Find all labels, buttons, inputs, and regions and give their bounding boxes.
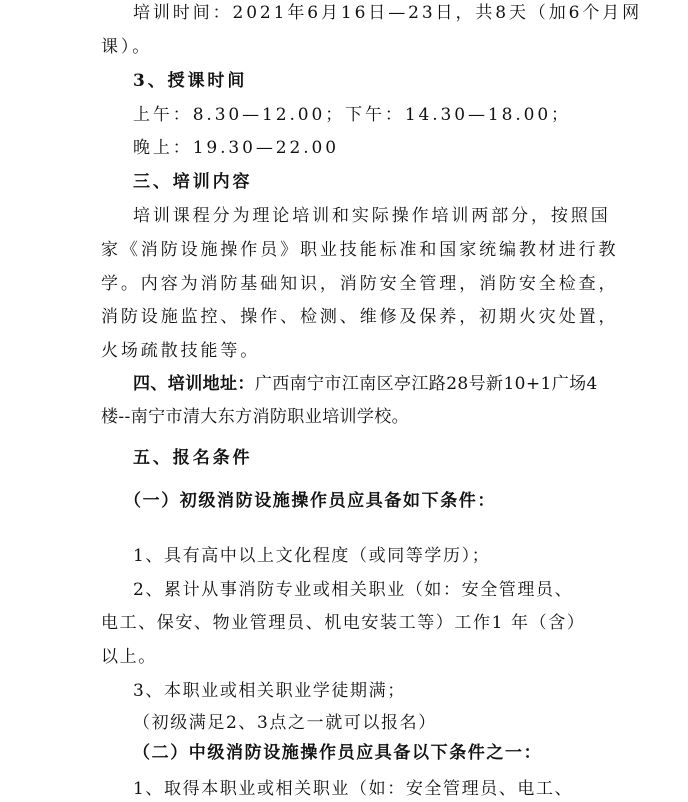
intermediate-item-1: 1、取得本职业或相关职业（如：安全管理员、电工、 [133, 779, 574, 799]
requirement-note: （初级满足2、3点之一就可以报名） [133, 713, 437, 733]
subheading-junior: （一）初级消防设施操作员应具备如下条件： [124, 491, 496, 511]
address-line-1 [133, 373, 598, 395]
content-paragraph-line-1: 培训课程分为理论培训和实际操作培训两部分，按照国 [133, 206, 611, 226]
requirement-item-2-end: 以上。 [101, 647, 157, 667]
content-paragraph-line-5: 火场疏散技能等。 [101, 341, 261, 361]
section-heading-class-time: 3、授课时间 [133, 71, 248, 91]
requirement-item-2: 2、累计从事消防专业或相关职业（如：安全管理员、 [133, 580, 574, 600]
section-heading-requirements: 五、报名条件 [133, 448, 253, 468]
content-paragraph-line-2: 家《消防设施操作员》职业技能标准和国家统编教材进行教 [101, 240, 619, 260]
address-line-2: 楼--南宁市清大东方消防职业培训学校。 [101, 407, 410, 427]
training-time-line: 培训时间：2021年6月16日—23日，共8天（加6个月网 [133, 3, 643, 23]
subheading-intermediate: （二）中级消防设施操作员应具备以下条件之一： [133, 743, 543, 763]
morning-afternoon-time: 上午：8.30—12.00；下午：14.30—18.00； [133, 105, 571, 125]
address-text: 广西南宁市江南区亭江路28号新10+1广场4 [254, 374, 598, 394]
requirement-item-3: 3、本职业或相关职业学徒期满； [133, 681, 406, 701]
address-label: 四、培训地址： [133, 374, 255, 394]
requirement-item-2-cont: 电工、保安、物业管理员、机电安装工等）工作1 年（含） [101, 613, 586, 633]
training-time-line-cont: 课）。 [101, 37, 153, 57]
requirement-item-1: 1、具有高中以上文化程度（或同等学历）； [133, 546, 491, 566]
evening-time: 晚上：19.30—22.00 [133, 138, 339, 158]
section-heading-content: 三、培训内容 [133, 172, 253, 192]
content-paragraph-line-4: 消防设施监控、操作、检测、维修及保养，初期火灾处置， [101, 307, 619, 327]
content-paragraph-line-3: 学。内容为消防基础知识，消防安全管理，消防安全检查， [101, 274, 619, 294]
